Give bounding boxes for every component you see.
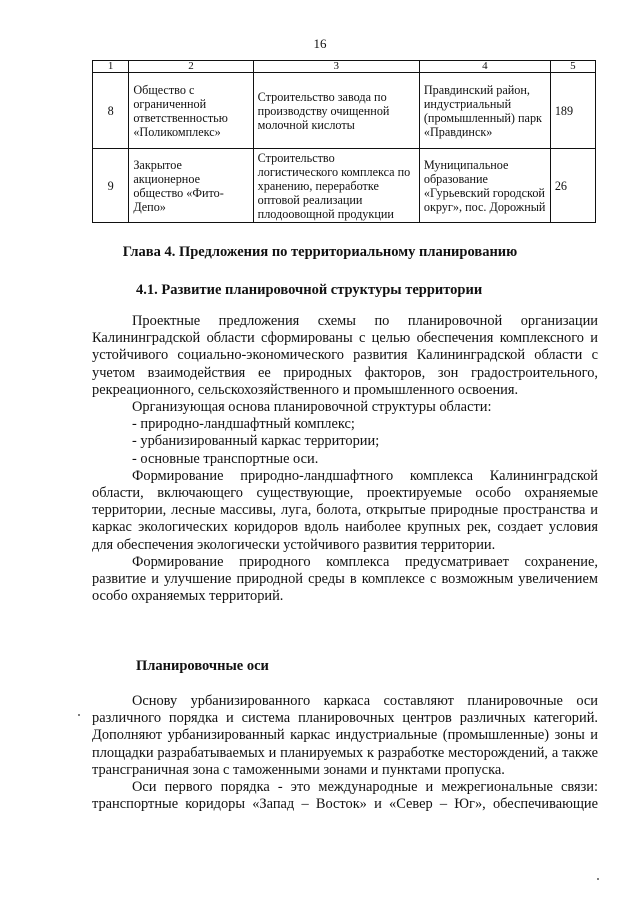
- subheading-planning-axes: Планировочные оси: [136, 658, 269, 674]
- table-header-cell: 2: [129, 61, 253, 73]
- table-cell-location: Правдинский район, индустриальный (промышленный) парк «Правдинск»: [419, 73, 550, 149]
- page-number: 16: [313, 36, 327, 51]
- scan-speck: [78, 714, 80, 716]
- table-row: [93, 73, 596, 149]
- table-cell-num: 8: [93, 73, 129, 149]
- table-header-row: [93, 61, 596, 73]
- table-cell-project: Строительство завода по производству очищенной молочной кислоты: [253, 73, 419, 149]
- scan-speck: [597, 878, 599, 880]
- section-body: [92, 313, 598, 605]
- table-header-cell: 1: [93, 61, 129, 73]
- table-header-cell: 5: [550, 61, 595, 73]
- table-cell-location: Муниципальное образование «Гурьевский городской округ», пос. Дорожный: [419, 149, 550, 223]
- paragraph: Организующая основа планировочной структуры области:: [132, 399, 492, 416]
- table-cell-num: 9: [93, 149, 129, 223]
- table-row: [93, 149, 596, 223]
- table-cell-value: 189: [550, 73, 595, 149]
- list-item: - основные транспортные оси.: [132, 450, 319, 467]
- table-cell-organization: Закрытое акционерное общество «Фито-Депо»: [129, 149, 253, 223]
- table-cell-organization: Общество с ограниченной ответственностью «Поликомплекс»: [129, 73, 253, 149]
- paragraph: Проектные предложения схемы по планировочной организации Калининградской области сформированы с целью обеспечения комплексного и устойчивого социально-экономического развития Калининградской области с учетом взаимодействия ее природных факторов, зон градостроительного, рекреационного, сельскохозяйственного и промышленного освоения.: [92, 313, 598, 398]
- paragraph: Оси первого порядка - это международные и межрегиональные связи: транспортные коридоры «Запад – Восток» и «Север – Юг», обеспечивающие: [92, 779, 598, 813]
- projects-table: [92, 60, 596, 223]
- table-header-cell: 3: [253, 61, 419, 73]
- section-title: 4.1. Развитие планировочной структуры территории: [136, 282, 483, 298]
- chapter-title: Глава 4. Предложения по территориальному планированию: [122, 244, 518, 260]
- axes-body: [92, 693, 598, 813]
- list-item: - урбанизированный каркас территории;: [132, 433, 380, 450]
- paragraph: Формирование природно-ландшафтного комплекса Калининградской области, включающего существующие, проектируемые особо охраняемые территории, лесные массивы, луга, болота, открытые природные пространства и каркас экологических коридоров вдоль наиболее крупных рек, создает условия для обеспечения экологически устойчивого развития территории.: [92, 467, 598, 553]
- table-cell-project: Строительство логистического комплекса по хранению, переработке оптовой реализации плодоовощной продукции: [253, 149, 419, 223]
- paragraph: Формирование природного комплекса предусматривает сохранение, развитие и улучшение природной среды в комплексе с возможным увеличением особо охраняемых территорий.: [92, 553, 598, 605]
- paragraph: Основу урбанизированного каркаса составляют планировочные оси различного порядка и система планировочных центров различных категорий. Дополняют урбанизированный каркас индустриальные (промышленные) зоны и площадки разрабатываемых и планируемых к разработке месторождений, а также трансграничная зона с таможенными зонами и пунктами пропуска.: [92, 693, 598, 778]
- list-item: - природно-ландшафтный комплекс;: [132, 416, 355, 433]
- table-cell-value: 26: [550, 149, 595, 223]
- table-header-cell: 4: [419, 61, 550, 73]
